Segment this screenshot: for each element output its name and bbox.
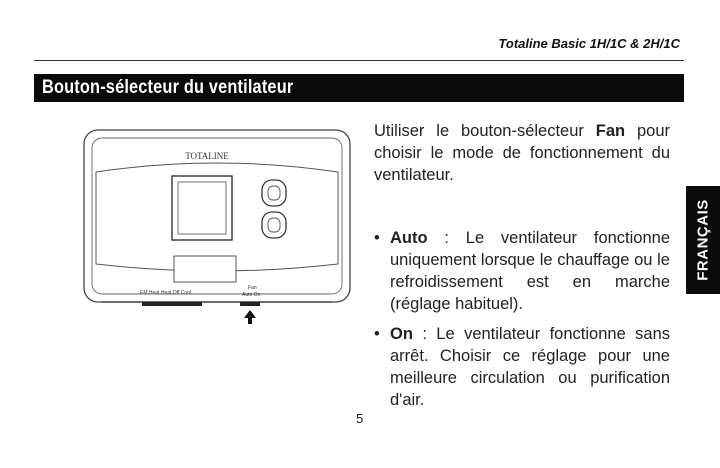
page-number: 5 [356, 411, 364, 426]
fan-mode-on-text: : Le ventilateur fonctionne sans arrêt. Choisir ce réglage pour une meilleure circulation ou purification d'air. [390, 325, 670, 409]
system-switch-slot [142, 302, 202, 306]
fan-modes-label: Auto On [242, 292, 261, 298]
bullet-icon: • [374, 229, 380, 247]
thermostat-brand: TOTALINE [185, 151, 229, 161]
fan-mode-on-item [374, 323, 670, 411]
section-title: Bouton-sélecteur du ventilateur [42, 77, 294, 98]
intro-paragraph [374, 120, 670, 186]
language-tab [686, 186, 720, 294]
thermostat-down-button [262, 212, 286, 238]
fan-label: Fan [248, 285, 257, 291]
fan-mode-on-term: On [390, 325, 413, 343]
intro-text-start: Utiliser le bouton-sélecteur [374, 122, 596, 140]
system-switch-label: EM Heat Heat Off Cool [140, 290, 192, 296]
fan-switch-slot [240, 302, 260, 306]
fan-switch-arrow-icon [244, 310, 256, 324]
thermostat-display-frame [172, 176, 232, 240]
fan-mode-auto-text: : Le ventilateur fonctionne uniquement lorsque le chauffage ou le refroidissement est en marche (réglage habituel). [390, 229, 670, 313]
thermostat-illustration [82, 128, 352, 328]
thermostat-up-button [262, 180, 286, 206]
section-banner [34, 74, 684, 102]
intro-text-end: pour choisir le mode de fonctionnement du ventilateur. [374, 122, 670, 184]
running-header: Totaline Basic 1H/1C & 2H/1C [498, 36, 680, 51]
intro-fan-term: Fan [595, 122, 626, 140]
fan-mode-auto-item [374, 227, 670, 315]
header-rule [34, 60, 684, 61]
language-tab-label: FRANÇAIS [694, 199, 712, 281]
thermostat-label-window [174, 256, 236, 282]
bullet-icon: • [374, 325, 380, 343]
fan-mode-list [374, 227, 670, 419]
fan-mode-auto-term: Auto [390, 229, 428, 247]
